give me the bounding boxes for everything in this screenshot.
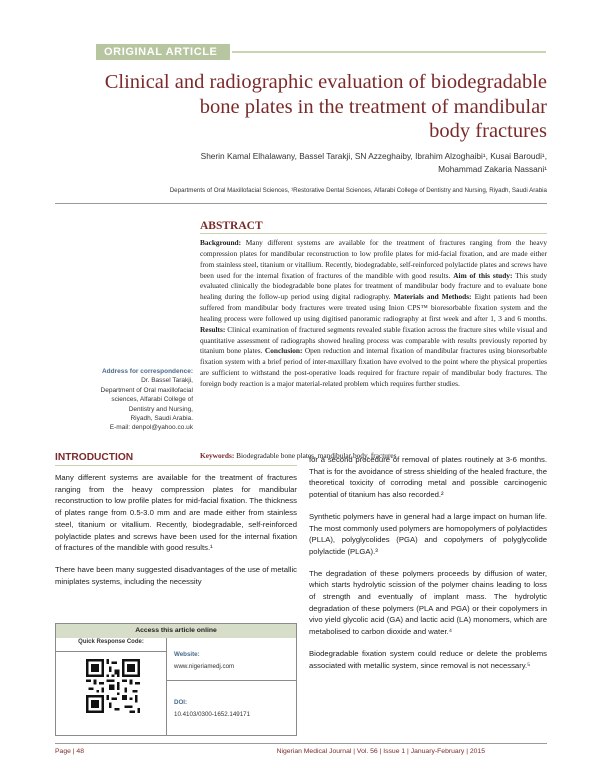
abstract-text [200,238,547,390]
body-paragraph: The degradation of these polymers proceeds by diffusion of water, which starts hydrolytic scission of the polymer chains leading to loss of strength and eventually of implant mass. The hydrolytic degradation of these polymers (PLA and PGA) or their copolymers in vivo yield glycolic acid (GA) and lactic acid (LA) monomers, which are metabolised to carbon dioxide and water.⁴ [309,568,547,637]
abstract-rule [200,233,547,234]
footer-rule [55,743,547,744]
results-label: Results: [200,324,226,334]
methods-text: Eight patients had been suffered from mandibular body fractures were treated using Inion CPS™ bioresorbable fixation system and the healing process were followed up using digitised panoramic radiography at first week and after 1, 3 and 6 months. [200,292,547,323]
authors-line-2: Mohammad Zakaria Nassani¹ [438,163,547,174]
article-title [55,70,547,144]
results-text: Clinical examination of fractured segments revealed stable fixation across the fracture sites while visual and quantitative assessment of radiographs showed healing process was comparable with results previously reported by titanium bone plates. [200,324,547,356]
background-label: Background: [200,238,242,247]
correspondence-line: Dentistry and Nursing, [128,405,193,413]
website-link[interactable]: www.nigeriamedj.com [174,663,235,670]
access-rule [56,651,166,652]
title-line-3: body fractures [429,120,547,142]
qr-code-icon[interactable] [86,659,140,713]
authors-line-1: Sherin Kamal Elhalawany, Bassel Tarakji, SN Azzeghaiby, Ibrahim Alzoghaibi¹, Kusai Baroudi¹, [200,151,547,161]
body-paragraph: Biodegradable fixation system could reduce or delete the problems associated with metallic system, since removal is not necessary.⁵ [309,648,547,670]
doi-value[interactable]: 10.4103/0300-1652.149171 [174,711,251,718]
correspondence-block [55,367,193,433]
access-divider [166,638,167,735]
doi-label: DOI: [174,699,188,706]
body-paragraph: Many different systems are available for the treatment of fractures ranging from the heavy compression plates for mandibular reconstruction to low profile plates for mid-facial fixation. The thickness of plates range from 0.5-3.0 mm and are made either from stainless steel, titanium or vitallium. Recently, biodegradable, self-reinforced polylactide plates and screws have been used for the internal fixation of fractures of the mandible with good results.¹ [55,473,297,553]
correspondence-line: sciences, Alfarabi College of [111,396,193,404]
journal-citation: Nigerian Medical Journal | Vol. 56 | Issue 1 | January-February | 2015 [276,748,485,755]
correspondence-heading: Address for correspondence: [101,368,193,375]
access-rule [167,680,296,681]
keywords-label: Keywords: [200,451,235,460]
correspondence-line: Riyadh, Saudi Arabia. [130,415,193,423]
conclusion-text: Open reduction and internal fixation of mandibular fractures using bioresorbable fixation system with a brief period of inter-maxillary fixation have evolved to the point where the physical properties are sufficient to withstand the post-operative loads required for fracture repair of mandibular body fractures. The foreign body reaction is a major material-related problem which requires further studies. [200,346,547,388]
body-paragraph: for a second procedure of removal of plates routinely at 3-6 months. That is for the avoidance of stress shielding of the healed fracture, the theoretical toxicity of corroding metal and possible carcinogenic potential of titanium has also recorded.² [309,455,547,500]
body-paragraph: Synthetic polymers have in general had a large impact on human life. The most commonly used polymers are homopolymers of polylactides (PLLA), polyglycolides (PGA) and copolymers of polyglycolide polylactide (PLGA).³ [309,511,547,556]
page-number: Page | 48 [55,748,84,755]
correspondence-email: E-mail: denpol@yahoo.co.uk [109,424,193,432]
author-list [55,150,547,175]
correspondence-line: Department of Oral maxillofacial [100,386,193,394]
title-line-1: Clinical and radiographic evaluation of biodegradable [104,71,547,93]
body-column-right [309,454,547,681]
access-online-box [55,623,297,736]
access-heading: Access this article online [56,624,296,638]
affiliation-rule [55,203,547,204]
introduction-heading: INTRODUCTION [55,452,134,463]
background-text: Many different systems are available for the treatment of fractures ranging from the heavy compression plates for mandibular reconstruction to low profile plates for mid-facial fixation, and are made either from stainless steel, titanium or vitallium. Recently, biodegradable, self-reinforced polylactide plates and screws have been used for the internal fixation of fractures of the mandible with good results. [200,238,547,280]
methods-label: Materials and Methods: [393,292,472,302]
qr-label: Quick Response Code: [78,639,144,645]
abstract-heading: ABSTRACT [200,220,263,232]
conclusion-label: Conclusion: [264,346,303,356]
website-label: Website: [174,651,200,658]
affiliation: Departments of Oral Maxillofacial Sciences, ¹Restorative Dental Sciences, Alfarabi College of Dentistry and Nursing, Riyadh, Saudi Arabia [169,187,547,194]
introduction-rule [55,465,297,466]
keywords-text: Biodegradable bone plates, mandibular body, fractures [234,451,397,460]
body-paragraph: There have been many suggested disadvantages of the use of metallic miniplates systems, including the necessity [55,564,297,586]
aim-label: Aim of this study: [453,270,513,280]
page-footer [55,746,547,758]
correspondence-line: Dr. Bassel Tarakji, [141,377,193,385]
title-line-2: bone plates in the treatment of mandibular [199,95,547,118]
article-type-label: ORIGINAL ARTICLE [104,46,218,58]
header-rule [232,51,546,53]
body-column-left [55,472,297,597]
aim-text: This study evaluated clinically the biodegradable bone plates for treatment of mandibular body fracture and to evaluate bone healing during the follow-up period using digital radiography. [200,270,548,302]
